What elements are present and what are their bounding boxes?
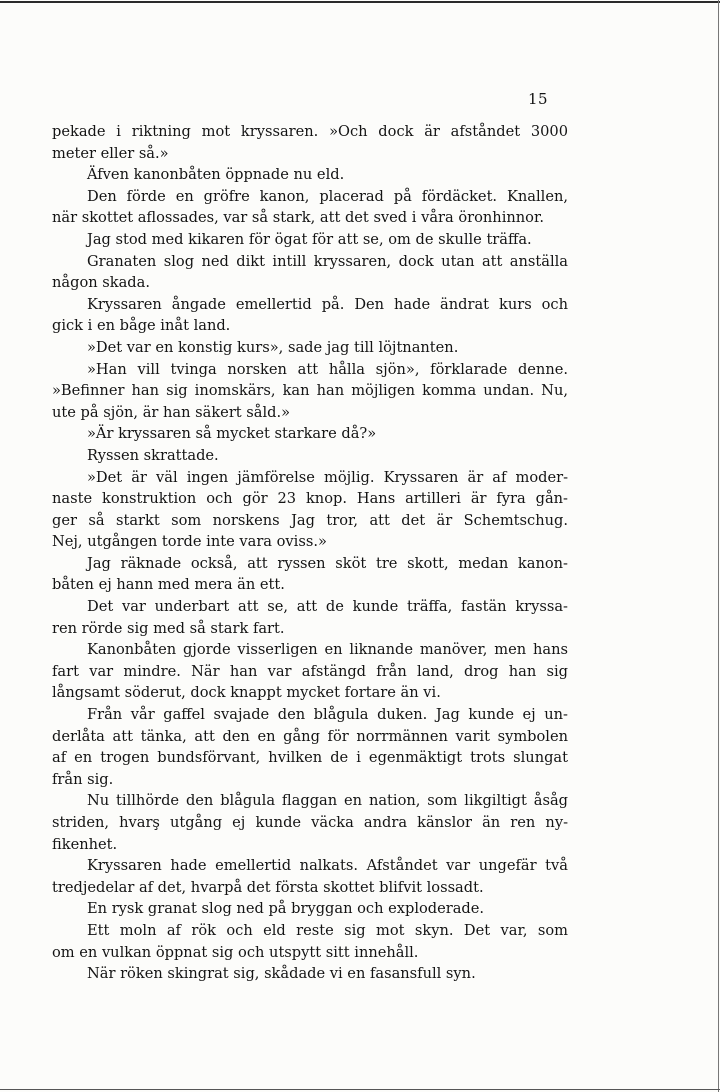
text-line: »Är kryssaren så mycket starkare då?» [87, 425, 377, 443]
text-line: Nej, utgången torde inte vara oviss.» [52, 533, 327, 551]
body-text [52, 121, 568, 985]
text-line: ger så starkt som norskens Jag tror, att det är Schemtschug. [52, 511, 568, 529]
text-line: pekade i riktning mot kryssaren. »Och dock är afståndet 3000 [52, 123, 568, 140]
text-line: långsamt söderut, dock knappt mycket fortare än vi. [52, 684, 441, 702]
text-line: Den förde en gröfre kanon, placerad på fördäcket. Knallen, [87, 187, 568, 205]
text-line: ren rörde sig med så stark fart. [52, 619, 285, 637]
text-line: tredjedelar af det, hvarpå det första skottet blifvit lossadt. [52, 878, 484, 896]
text-line: Jag stod med kikaren för ögat för att se, om de skulle träffa. [87, 230, 532, 248]
text-line: »Det var en konstig kurs», sade jag till löjtnanten. [87, 338, 459, 356]
text-line: någon skada. [52, 274, 150, 292]
text-line: striden, hvarş utgång ej kunde väcka andra känslor än ren ny- [52, 814, 568, 831]
text-line: ute på sjön, är han säkert såld.» [52, 403, 291, 421]
text-line: båten ej hann med mera än ett. [52, 576, 285, 594]
text-line: Kryssaren hade emellertid nalkats. Afståndet var ungefär två [87, 857, 568, 875]
text-line: När röken skingrat sig, skådade vi en fasansfull syn. [87, 965, 476, 983]
text-line: »Han vill tvinga norsken att hålla sjön», förklarade denne. [87, 360, 568, 378]
bottom-edge-rule [0, 1089, 720, 1090]
right-edge-rule [718, 0, 719, 1092]
text-line: af en trogen bundsförvant, hvilken de i egenmäktigt trots slungat [52, 749, 568, 767]
text-line: Kryssaren ångade emellertid på. Den hade ändrat kurs och [87, 295, 568, 313]
text-line: Det var underbart att se, att de kunde träffa, fastän kryssa- [87, 598, 568, 616]
text-line: En rysk granat slog ned på bryggan och exploderade. [87, 900, 485, 918]
page-number: 15 [528, 90, 549, 108]
text-line: Ryssen skrattade. [87, 446, 219, 464]
text-line: fart var mindre. När han var afstängd från land, drog han sig [52, 662, 568, 680]
text-line: naste konstruktion och gör 23 knop. Hans artilleri är fyra gån- [52, 490, 568, 508]
text-line: Äfven kanonbåten öppnade nu eld. [87, 166, 345, 184]
text-line: »Det är väl ingen jämförelse möjlig. Kryssaren är af moder- [87, 468, 568, 486]
text-line: när skottet aflossades, var så stark, att det sved i våra öronhinnor. [52, 209, 544, 227]
text-line: Nu tillhörde den blågula flaggan en nation, som likgiltigt åsåg [87, 792, 568, 810]
text-line: Kanonbåten gjorde visserligen en liknande manöver, men hans [87, 641, 568, 659]
top-edge-rule [0, 1, 720, 3]
text-line: derlåta att tänka, att den en gång för norrmännen varit symbolen [52, 727, 568, 745]
text-line: om en vulkan öppnat sig och utspytt sitt innehåll. [52, 943, 419, 961]
text-line: Jag räknade också, att ryssen sköt tre skott, medan kanon- [87, 554, 568, 572]
text-line: »Befinner han sig inomskärs, kan han möjligen komma undan. Nu, [52, 382, 568, 400]
text-line: Granaten slog ned dikt intill kryssaren, dock utan att anställa [87, 252, 568, 270]
text-line: från sig. [52, 770, 114, 788]
text-line: gick i en båge inåt land. [52, 317, 231, 335]
text-line: fikenhet. [52, 835, 118, 853]
text-line: Från vår gaffel svajade den blågula duken. Jag kunde ej un- [87, 706, 568, 724]
text-line: meter eller så.» [52, 144, 169, 162]
text-line: Ett moln af rök och eld reste sig mot skyn. Det var, som [87, 921, 568, 939]
